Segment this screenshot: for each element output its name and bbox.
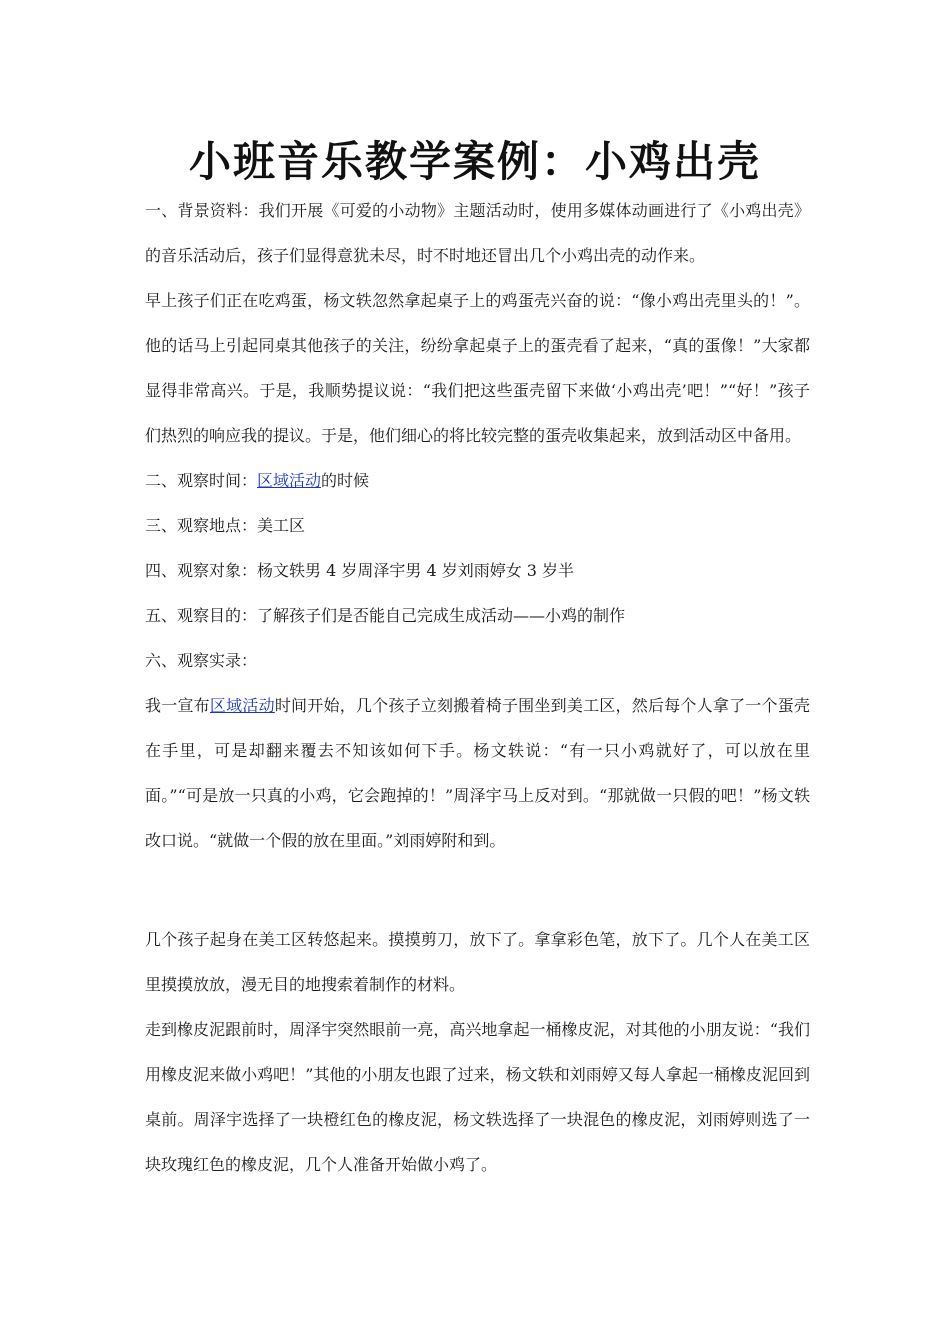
region-activity-link-2[interactable]: 区域活动 bbox=[209, 696, 275, 715]
region-activity-link[interactable]: 区域活动 bbox=[257, 471, 322, 490]
document-body-upper bbox=[145, 188, 810, 863]
observation-record-paragraph bbox=[145, 683, 810, 863]
observation-goal: 五、观察目的：了解孩子们是否能自己完成生成活动——小鸡的制作 bbox=[145, 606, 626, 625]
clay-paragraph: 走到橡皮泥跟前时，周泽宇突然眼前一亮，高兴地拿起一桶橡皮泥，对其他的小朋友说：“我们用橡皮泥来做小鸡吧！”其他的小朋友也跟了过来，杨文轶和刘雨婷又每人拿起一桶橡皮泥回到桌前。周泽宇选择了一块橙红色的橡皮泥，杨文轶选择了一块混色的橡皮泥，刘雨婷则选了一块玫瑰红色的橡皮泥，几个人准备开始做小鸡了。 bbox=[145, 1020, 810, 1174]
observation-time bbox=[145, 458, 810, 503]
observation-time-suffix: 的时候 bbox=[321, 471, 370, 490]
record-prefix: 我一宣布 bbox=[145, 696, 210, 715]
background-paragraph-2: 早上孩子们正在吃鸡蛋，杨文轶忽然拿起桌子上的鸡蛋壳兴奋的说：“像小鸡出壳里头的！”。他的话马上引起同桌其他孩子的关注，纷纷拿起桌子上的蛋壳看了起来，“真的蛋像！”大家都显得非常高兴。于是，我顺势提议说：“我们把这些蛋壳留下来做‘小鸡出壳’吧！”“好！”孩子们热烈的响应我的提议。于是，他们细心的将比较完整的蛋壳收集起来，放到活动区中备用。 bbox=[145, 291, 810, 445]
search-materials-paragraph: 几个孩子起身在美工区转悠起来。摸摸剪刀，放下了。拿拿彩色笔，放下了。几个人在美工区里摸摸放放，漫无目的地搜索着制作的材料。 bbox=[145, 930, 810, 994]
background-paragraph-1: 一、背景资料：我们开展《可爱的小动物》主题活动时，使用多媒体动画进行了《小鸡出壳》的音乐活动后，孩子们显得意犹未尽，时不时地还冒出几个小鸡出壳的动作来。 bbox=[145, 201, 810, 265]
observation-target: 四、观察对象：杨文轶男 4 岁周泽宇男 4 岁刘雨婷女 3 岁半 bbox=[145, 561, 575, 580]
document-title: 小班音乐教学案例：小鸡出壳 bbox=[188, 137, 761, 186]
observation-record-heading: 六、观察实录： bbox=[145, 651, 258, 670]
record-text: 时间开始，几个孩子立刻搬着椅子围坐到美工区，然后每个人拿了一个蛋壳在手里，可是却翻来覆去不知该如何下手。杨文轶说：“有一只小鸡就好了，可以放在里面。”“可是放一只真的小鸡，它会跑掉的！”周泽宇马上反对到。“那就做一只假的吧！”杨文轶改口说。“就做一个假的放在里面。”刘雨婷附和到。 bbox=[145, 696, 810, 850]
document-body-lower bbox=[145, 917, 810, 1187]
observation-place: 三、观察地点：美工区 bbox=[145, 516, 306, 535]
observation-time-label: 二、观察时间： bbox=[145, 471, 258, 490]
